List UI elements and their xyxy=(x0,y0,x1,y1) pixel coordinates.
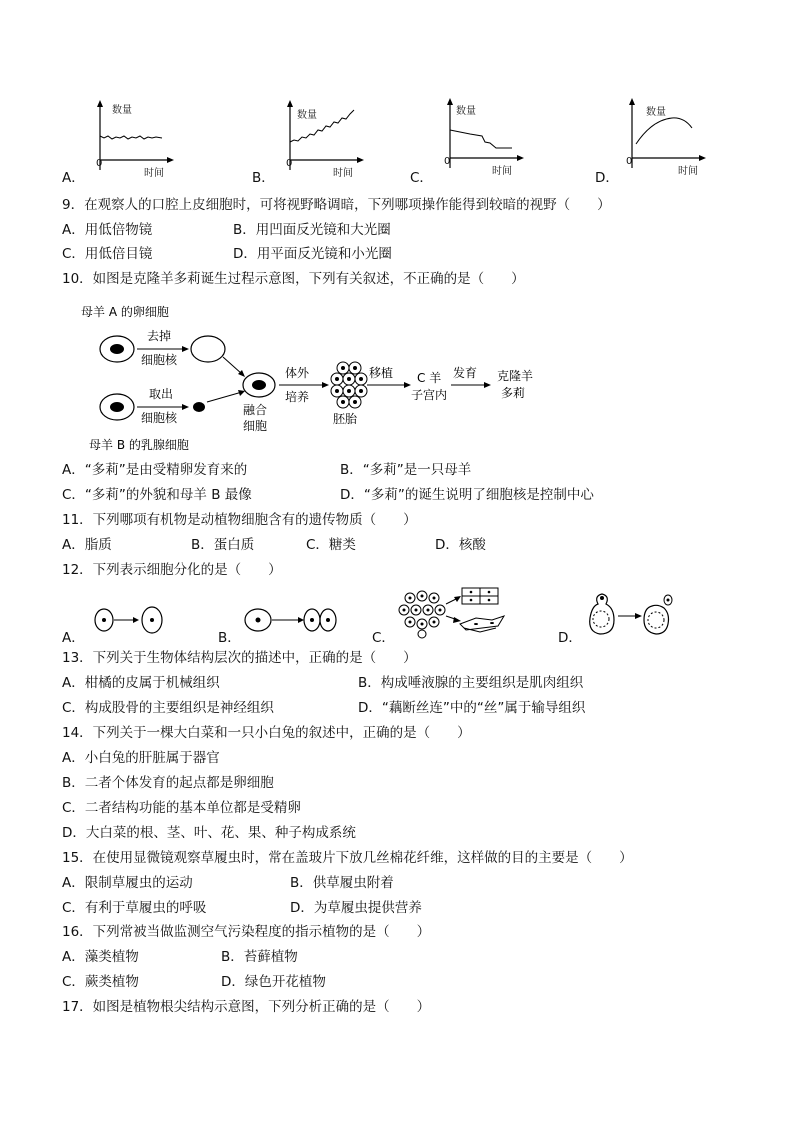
q12-figure-c xyxy=(396,586,508,638)
diagram-sheep-c-2: 子宫内 xyxy=(411,388,448,402)
graph-c-xlabel: 时间 xyxy=(492,166,512,177)
q14-option-c[interactable]: C．二者结构功能的基本单位都是受精卵 xyxy=(62,800,301,816)
q15-option-b[interactable]: B．供草履虫附着 xyxy=(290,875,394,891)
graph-d-ylabel: 数量 xyxy=(646,107,666,118)
diagram-mother-a: 母羊 A 的卵细胞 xyxy=(81,305,169,319)
diagram-take-out: 取出 xyxy=(149,387,174,401)
q12-option-b-label[interactable]: B． xyxy=(218,630,241,646)
q16-option-c[interactable]: C．蕨类植物 xyxy=(62,974,139,990)
q10-stem: 10．如图是克隆羊多莉诞生过程示意图，下列有关叙述，不正确的是（ ） xyxy=(62,271,525,287)
q10-option-c[interactable]: C．“多莉”的外貌和母羊 B 最像 xyxy=(62,487,252,503)
q14-option-d[interactable]: D．大白菜的根、茎、叶、花、果、种子构成系统 xyxy=(62,825,356,841)
graph-b-xlabel: 时间 xyxy=(333,168,353,179)
q8-option-c-label[interactable]: C． xyxy=(410,170,433,186)
q15-stem: 15．在使用显微镜观察草履虫时，常在盖玻片下放几丝棉花纤维，这样做的目的主要是（ ） xyxy=(62,850,633,866)
diagram-transplant: 移植 xyxy=(369,366,394,380)
graph-b xyxy=(280,98,366,178)
q12-option-c-label[interactable]: C． xyxy=(372,630,395,646)
q15-option-d[interactable]: D．为草履虫提供营养 xyxy=(290,900,422,916)
q8-option-d-label[interactable]: D． xyxy=(595,170,619,186)
graph-c-origin: 0 xyxy=(444,156,451,167)
graph-b-origin: 0 xyxy=(286,158,293,169)
q10-option-b[interactable]: B．“多莉”是一只母羊 xyxy=(340,462,472,478)
diagram-nucleus-2: 细胞核 xyxy=(141,411,178,425)
clone-diagram xyxy=(81,300,555,452)
q14-option-a[interactable]: A．小白兔的肝脏属于器官 xyxy=(62,750,220,766)
q12-figure-a xyxy=(92,604,172,638)
graph-c xyxy=(440,96,526,176)
q14-option-b[interactable]: B．二者个体发育的起点都是卵细胞 xyxy=(62,775,274,791)
q16-option-d[interactable]: D．绿色开花植物 xyxy=(221,974,326,990)
q9-option-b[interactable]: B．用凹面反光镜和大光圈 xyxy=(233,222,391,238)
q13-stem: 13．下列关于生物体结构层次的描述中，正确的是（ ） xyxy=(62,650,417,666)
graph-d-origin: 0 xyxy=(626,156,633,167)
q14-stem: 14．下列关于一棵大白菜和一只小白兔的叙述中，正确的是（ ） xyxy=(62,725,471,741)
diagram-culture-1: 体外 xyxy=(285,366,310,380)
q9-option-d[interactable]: D．用平面反光镜和小光圈 xyxy=(233,246,392,262)
q10-option-d[interactable]: D．“多莉”的诞生说明了细胞核是控制中心 xyxy=(340,487,594,503)
diagram-sheep-c-1: C 羊 xyxy=(417,371,442,385)
q13-option-d[interactable]: D．“藕断丝连”中的“丝”属于输导组织 xyxy=(358,700,586,716)
q9-option-c[interactable]: C．用低倍目镜 xyxy=(62,246,153,262)
graph-a-xlabel: 时间 xyxy=(144,168,164,179)
q11-option-a[interactable]: A．脂质 xyxy=(62,537,112,553)
q13-option-a[interactable]: A．柑橘的皮属于机械组织 xyxy=(62,675,220,691)
embryo-cluster xyxy=(331,362,367,408)
diagram-culture-2: 培养 xyxy=(285,390,310,404)
q16-option-b[interactable]: B．苔藓植物 xyxy=(221,949,298,965)
q11-option-b[interactable]: B．蛋白质 xyxy=(191,537,255,553)
diagram-nucleus-1: 细胞核 xyxy=(141,353,178,367)
diagram-remove: 去掉 xyxy=(147,329,172,343)
q12-option-a-label[interactable]: A． xyxy=(62,630,85,646)
q11-option-d[interactable]: D．核酸 xyxy=(435,537,486,553)
diagram-mother-b: 母羊 B 的乳腺细胞 xyxy=(89,438,189,452)
q12-figure-b xyxy=(244,604,340,638)
graph-d-xlabel: 时间 xyxy=(678,166,698,177)
q16-stem: 16．下列常被当做监测空气污染程度的指示植物的是（ ） xyxy=(62,924,431,940)
q9-stem: 9．在观察人的口腔上皮细胞时，可将视野略调暗，下列哪项操作能得到较暗的视野（ ） xyxy=(62,197,611,213)
q15-option-a[interactable]: A．限制草履虫的运动 xyxy=(62,875,193,891)
q11-option-c[interactable]: C．糖类 xyxy=(306,537,356,553)
q17-stem: 17．如图是植物根尖结构示意图，下列分析正确的是（ ） xyxy=(62,999,431,1015)
diagram-fuse-2: 细胞 xyxy=(243,419,268,433)
q10-option-a[interactable]: A．“多莉”是由受精卵发育来的 xyxy=(62,462,248,478)
diagram-clone-1: 克隆羊 xyxy=(497,369,534,383)
q8-option-b-label[interactable]: B． xyxy=(252,170,275,186)
q9-option-a[interactable]: A．用低倍物镜 xyxy=(62,222,153,238)
q16-option-a[interactable]: A．藻类植物 xyxy=(62,949,139,965)
q13-option-b[interactable]: B．构成唾液腺的主要组织是肌肉组织 xyxy=(358,675,584,691)
diagram-embryo: 胚胎 xyxy=(333,412,358,426)
q12-stem: 12．下列表示细胞分化的是（ ） xyxy=(62,562,282,578)
q13-option-c[interactable]: C．构成股骨的主要组织是神经组织 xyxy=(62,700,274,716)
q8-option-a-label[interactable]: A． xyxy=(62,170,85,186)
graph-a-ylabel: 数量 xyxy=(112,105,132,116)
graph-c-ylabel: 数量 xyxy=(456,106,476,117)
diagram-fuse-1: 融合 xyxy=(243,403,268,417)
q15-option-c[interactable]: C．有利于草履虫的呼吸 xyxy=(62,900,207,916)
graph-a-origin: 0 xyxy=(96,158,103,169)
q12-figure-d xyxy=(586,586,678,638)
diagram-develop: 发育 xyxy=(453,366,478,380)
q12-option-d-label[interactable]: D． xyxy=(558,630,582,646)
diagram-clone-2: 多莉 xyxy=(501,386,526,400)
q11-stem: 11．下列哪项有机物是动植物细胞含有的遗传物质（ ） xyxy=(62,512,417,528)
graph-b-ylabel: 数量 xyxy=(297,110,317,121)
